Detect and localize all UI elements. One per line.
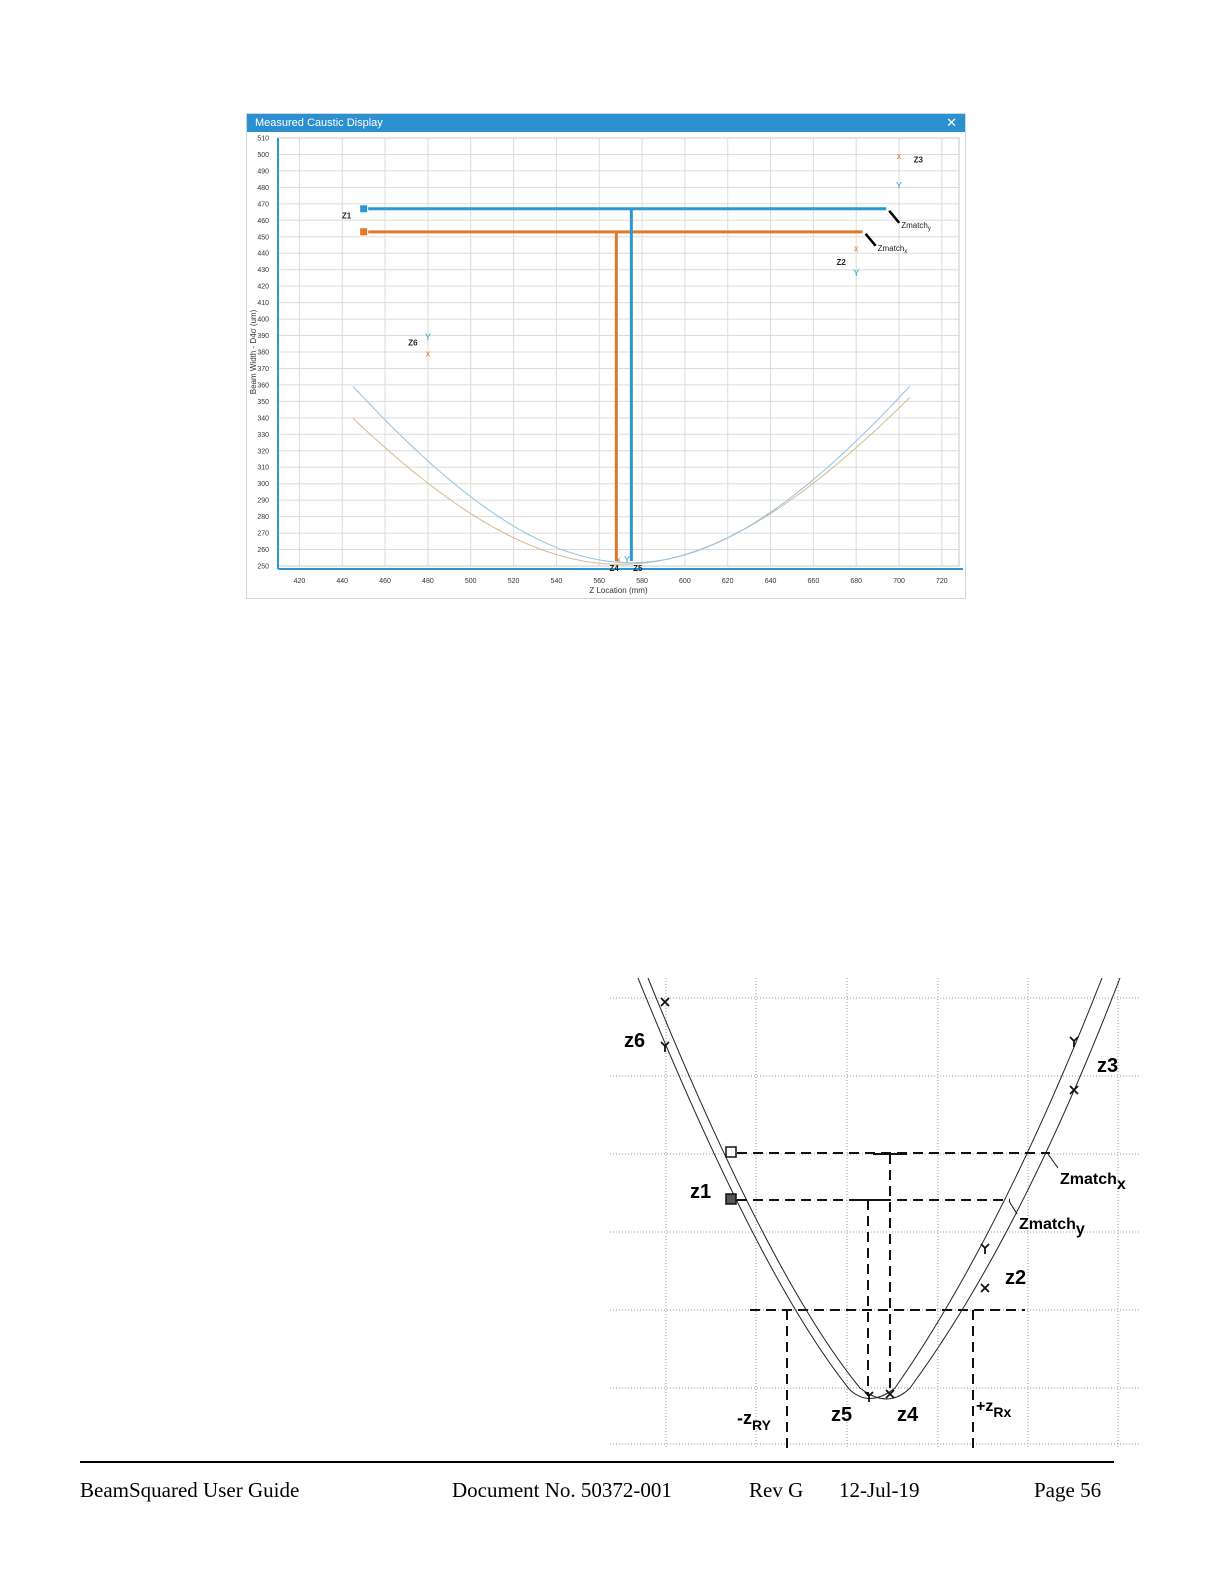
y-tick-label: 420 xyxy=(257,283,269,291)
data-point-y: Y xyxy=(896,180,903,191)
x-tick-label: 480 xyxy=(422,578,434,585)
footer-rule xyxy=(80,1461,1114,1463)
y-tick-label: 510 xyxy=(257,135,269,143)
y-axis-label: Beam Width - D4σ (um) xyxy=(249,309,258,395)
y-tick-label: 460 xyxy=(257,217,269,225)
detail-z1-x-marker xyxy=(726,1147,736,1157)
detail-label-z4: z4 xyxy=(897,1404,919,1426)
z-label-z6: Z6 xyxy=(408,338,418,348)
y-tick-label: 320 xyxy=(257,448,269,456)
footer-date: 12-Jul-19 xyxy=(839,1478,920,1502)
y-tick-label: 390 xyxy=(257,333,269,341)
data-point-x: x xyxy=(616,554,621,565)
zmatch-leader-y xyxy=(889,211,899,223)
data-point-x: x xyxy=(425,348,431,359)
y-tick-label: 480 xyxy=(257,184,269,192)
detail-fit-curve-x xyxy=(648,978,1120,1399)
z-label-z2: Z2 xyxy=(836,257,846,267)
z-label-z5: Z5 xyxy=(633,563,643,573)
data-point-y: Y xyxy=(624,554,631,565)
detail-z3-y-marker xyxy=(1070,1037,1078,1047)
detail-z1-y-marker xyxy=(726,1194,736,1204)
x-tick-label: 500 xyxy=(464,578,477,585)
close-icon[interactable]: ✕ xyxy=(946,115,957,130)
y-tick-label: 500 xyxy=(257,151,269,159)
y-tick-label: 270 xyxy=(257,530,269,538)
y-tick-label: 450 xyxy=(257,234,269,242)
footer-revision: Rev G xyxy=(749,1478,804,1502)
detail-z3-x-marker xyxy=(1070,1086,1078,1094)
y-tick-label: 400 xyxy=(257,316,269,324)
detail-label-zmatch-y: Zmatchy xyxy=(1019,1216,1085,1238)
data-point-y: Y xyxy=(853,267,860,278)
detail-label-z6: z6 xyxy=(624,1030,646,1052)
x-tick-label: 720 xyxy=(936,578,948,585)
detail-caustic-figure xyxy=(610,978,1140,1448)
x-tick-label: 600 xyxy=(679,578,691,585)
y-tick-label: 350 xyxy=(257,398,269,406)
detail-label-zmatch-x: Zmatchx xyxy=(1060,1171,1126,1193)
data-point-y: Y xyxy=(360,203,367,214)
z-label-z4: Z4 xyxy=(609,563,619,573)
detail-z2-x-marker xyxy=(981,1284,989,1292)
y-tick-label: 280 xyxy=(257,514,269,522)
caustic-chart xyxy=(247,132,965,598)
y-tick-label: 330 xyxy=(257,431,269,439)
window-titlebar xyxy=(247,114,965,132)
y-tick-label: 470 xyxy=(257,201,269,209)
x-tick-label: 440 xyxy=(336,578,349,585)
detail-label-plus-zrx: +zRx xyxy=(976,1398,1012,1420)
zmatch-label-y: Zmatch$_y$ xyxy=(901,220,931,232)
x-tick-label: 660 xyxy=(807,578,820,585)
zmatch-leader-x xyxy=(866,234,876,246)
y-tick-label: 360 xyxy=(257,382,269,390)
y-tick-label: 340 xyxy=(257,415,269,423)
data-point-y: Y xyxy=(424,332,431,343)
detail-label-z1: z1 xyxy=(690,1181,712,1203)
detail-label-z3: z3 xyxy=(1097,1055,1119,1077)
x-tick-label: 640 xyxy=(764,578,777,585)
detail-z2-y-marker xyxy=(981,1244,989,1254)
x-tick-label: 620 xyxy=(721,578,734,585)
x-tick-label: 560 xyxy=(593,578,606,585)
detail-label-z5: z5 xyxy=(831,1404,853,1426)
y-tick-label: 290 xyxy=(257,497,269,505)
detail-grid xyxy=(610,978,1140,1448)
y-tick-label: 410 xyxy=(257,300,269,308)
data-point-x: x xyxy=(853,243,859,254)
window-title: Measured Caustic Display xyxy=(255,117,383,129)
detail-z6-x-marker xyxy=(661,998,669,1006)
x-tick-label: 680 xyxy=(850,578,863,585)
y-tick-label: 260 xyxy=(257,547,269,555)
y-tick-label: 440 xyxy=(257,250,269,258)
y-tick-label: 300 xyxy=(257,481,269,489)
detail-label-minus-zry: -zRY xyxy=(737,1408,771,1433)
x-tick-label: 540 xyxy=(550,578,563,585)
x-tick-label: 580 xyxy=(636,578,648,585)
footer-page-number: Page 56 xyxy=(1034,1478,1102,1502)
data-point-x: x xyxy=(896,151,902,162)
y-tick-label: 490 xyxy=(257,168,269,176)
detail-label-z2: z2 xyxy=(1005,1267,1027,1289)
data-point-x: x xyxy=(361,225,366,236)
x-tick-label: 520 xyxy=(507,578,520,585)
z-label-z3: Z3 xyxy=(913,155,923,165)
y-tick-label: 250 xyxy=(257,563,269,571)
footer-doc-number: Document No. 50372-001 xyxy=(452,1478,672,1502)
y-tick-label: 310 xyxy=(257,464,269,472)
x-tick-label: 420 xyxy=(293,578,306,585)
x-tick-label: 700 xyxy=(893,578,905,585)
y-tick-label: 430 xyxy=(257,267,269,275)
x-axis-label: Z Location (mm) xyxy=(589,586,648,595)
caustic-window xyxy=(246,113,966,599)
footer-guide-title: BeamSquared User Guide xyxy=(80,1478,300,1502)
x-tick-label: 460 xyxy=(379,578,391,585)
zmatch-label-x: Zmatch$_x$ xyxy=(877,243,908,255)
z-label-z1: Z1 xyxy=(341,211,352,221)
y-tick-label: 370 xyxy=(257,365,269,373)
y-tick-label: 380 xyxy=(257,349,269,357)
